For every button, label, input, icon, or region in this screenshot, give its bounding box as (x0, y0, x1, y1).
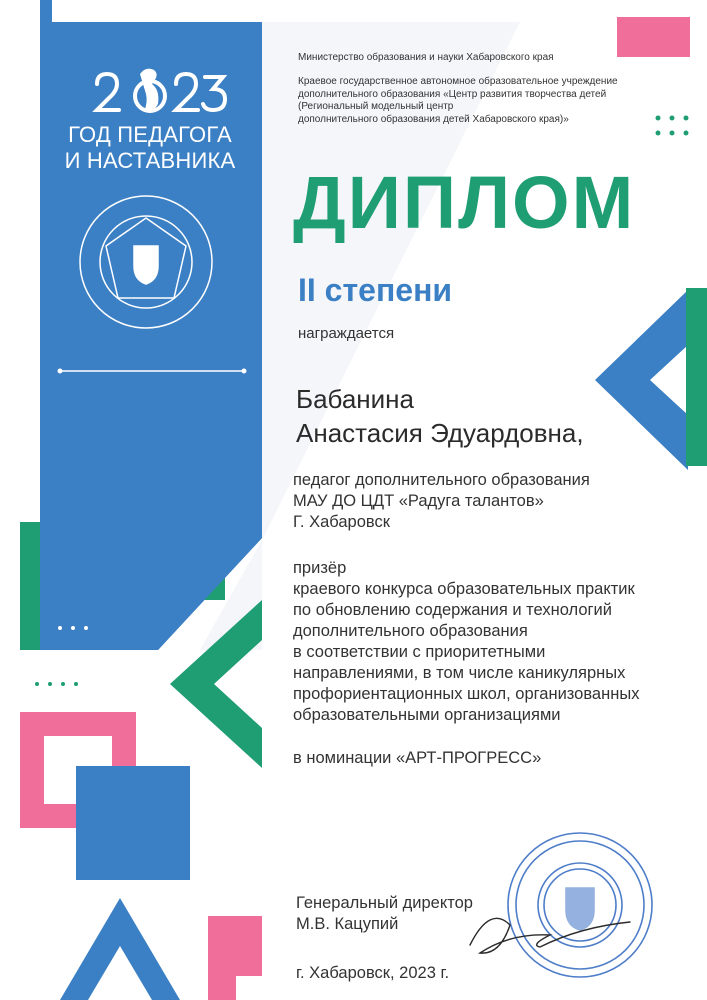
year-title-line-2: И НАСТАВНИКА (64, 148, 236, 173)
achievement-line: направлениями, в том числе каникулярных (293, 664, 626, 682)
right-blue-chevron (595, 290, 688, 470)
recipient-given-names: Анастасия Эдуардовна, (296, 418, 584, 448)
panel-dot (84, 626, 88, 630)
institution-line: (Региональный модельный центр (298, 101, 454, 112)
signature-block (296, 893, 473, 935)
achievement-line: краевого конкурса образовательных практик (293, 580, 635, 598)
diploma-title: ДИПЛОМ (293, 161, 636, 244)
position-line: Г. Хабаровск (293, 513, 390, 531)
achievement-line: призёр (293, 559, 347, 577)
achievement-text (293, 558, 693, 726)
achievement-line: дополнительного образования (293, 622, 528, 640)
diploma-degree: II степени (298, 272, 453, 308)
regional-center-emblem (80, 196, 212, 328)
recipient-position (293, 470, 590, 533)
left-blue-panel-overlay (40, 22, 262, 650)
signatory-name: М.В. Кацупий (296, 915, 399, 933)
official-stamp (508, 833, 652, 977)
top-blue-strip (40, 0, 52, 22)
place-date: г. Хабаровск, 2023 г. (296, 964, 450, 982)
green-dot (656, 131, 661, 136)
blue-dot (670, 116, 675, 121)
recipient-surname: Бабанина (296, 384, 414, 414)
bottom-pink-block-2 (208, 916, 262, 976)
panel-divider-dot-left (58, 369, 63, 374)
panel-dot (71, 626, 75, 630)
green-dot (74, 682, 78, 686)
year-title (60, 122, 240, 174)
achievement-line: в соответствии с приоритетными (293, 643, 546, 661)
blue-dot (684, 116, 689, 121)
green-dot (670, 131, 675, 136)
achievement-line: по обновлению содержания и технологий (293, 601, 612, 619)
signatory-role: Генеральный директор (296, 894, 473, 912)
position-line: МАУ ДО ЦДТ «Радуга талантов» (293, 492, 544, 510)
institution-name (298, 76, 658, 126)
awarded-label: награждается (298, 325, 395, 342)
right-green-strip (700, 288, 707, 466)
panel-divider-dot-right (242, 369, 247, 374)
panel-dot (58, 626, 62, 630)
top-right-pink-rect (617, 17, 690, 57)
achievement-line: профориентационных школ, организованных (293, 685, 640, 703)
green-dot (48, 682, 52, 686)
nomination: в номинации «АРТ-ПРОГРЕСС» (293, 749, 542, 767)
green-dot (684, 131, 689, 136)
institution-line: дополнительного образования «Центр развития творчества детей (298, 88, 607, 100)
position-line: педагог дополнительного образования (293, 471, 590, 489)
recipient-name (296, 382, 584, 450)
ministry-name: Министерство образования и науки Хабаровского края (298, 52, 554, 63)
blue-square (76, 766, 190, 880)
institution-line: Краевое государственное автономное образовательное учреждение (298, 76, 618, 87)
year-title-line-1: ГОД ПЕДАГОГА (68, 122, 232, 147)
green-dot (35, 682, 39, 686)
achievement-line: образовательными организациями (293, 706, 561, 724)
green-dot (61, 682, 65, 686)
institution-line: дополнительного образования детей Хабаровского края)» (298, 113, 569, 125)
